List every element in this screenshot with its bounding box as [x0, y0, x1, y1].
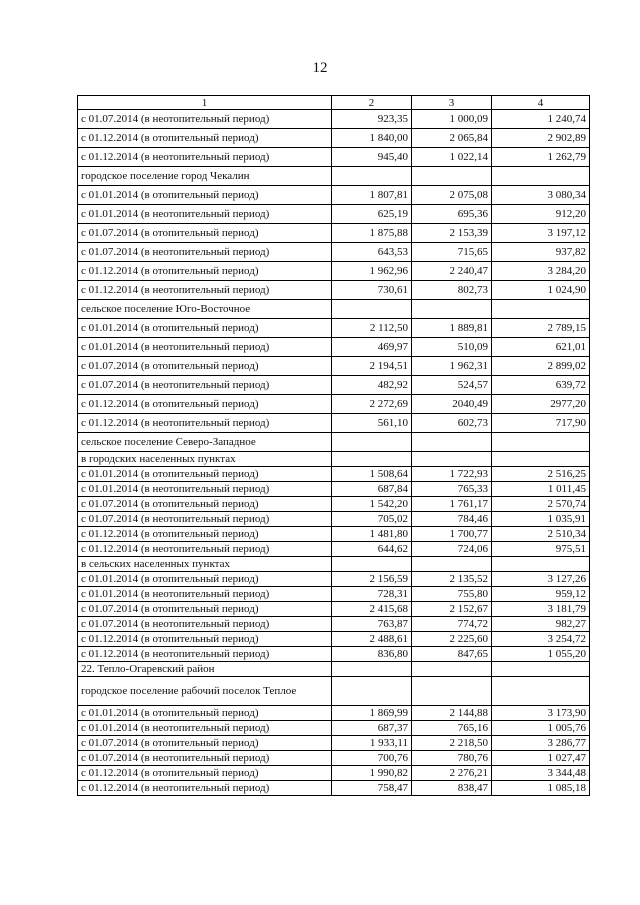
value-col-3: 2 065,84 — [412, 129, 492, 148]
table-row — [78, 205, 590, 224]
value-col-4: 1 027,47 — [492, 751, 590, 766]
row-label: с 01.12.2014 (в отопительный период) — [78, 527, 332, 542]
row-label: с 01.12.2014 (в отопительный период) — [78, 395, 332, 414]
row-label: с 01.12.2014 (в отопительный период) — [78, 262, 332, 281]
row-label: с 01.12.2014 (в неотопительный период) — [78, 647, 332, 662]
table-row — [78, 557, 590, 572]
row-label: с 01.01.2014 (в неотопительный период) — [78, 587, 332, 602]
value-col-2: 561,10 — [332, 414, 412, 433]
value-col-3: 2 152,67 — [412, 602, 492, 617]
row-label: с 01.01.2014 (в неотопительный период) — [78, 482, 332, 497]
table-row — [78, 482, 590, 497]
value-col-2: 2 194,51 — [332, 357, 412, 376]
table-row — [78, 281, 590, 300]
value-col-3: 2 075,08 — [412, 186, 492, 205]
value-col-4: 3 181,79 — [492, 602, 590, 617]
column-header-2: 2 — [332, 96, 412, 110]
table-row — [78, 781, 590, 796]
value-col-3 — [412, 433, 492, 452]
table-row — [78, 602, 590, 617]
table-row — [78, 376, 590, 395]
value-col-2 — [332, 300, 412, 319]
table-row — [78, 300, 590, 319]
value-col-3: 602,73 — [412, 414, 492, 433]
table-row — [78, 617, 590, 632]
table-row — [78, 721, 590, 736]
row-label: городское поселение город Чекалин — [78, 167, 332, 186]
table-row — [78, 129, 590, 148]
row-label: с 01.07.2014 (в отопительный период) — [78, 357, 332, 376]
value-col-4 — [492, 557, 590, 572]
value-col-3 — [412, 300, 492, 319]
row-label: с 01.01.2014 (в отопительный период) — [78, 572, 332, 587]
table-row — [78, 338, 590, 357]
tariff-table — [77, 95, 590, 796]
row-label: в городских населенных пунктах — [78, 452, 332, 467]
value-col-3: 838,47 — [412, 781, 492, 796]
value-col-3: 847,65 — [412, 647, 492, 662]
row-label: в сельских населенных пунктах — [78, 557, 332, 572]
value-col-4: 1 085,18 — [492, 781, 590, 796]
value-col-4: 912,20 — [492, 205, 590, 224]
table-row — [78, 766, 590, 781]
value-col-2: 700,76 — [332, 751, 412, 766]
value-col-2: 469,97 — [332, 338, 412, 357]
value-col-2: 836,80 — [332, 647, 412, 662]
row-label: с 01.07.2014 (в неотопительный период) — [78, 110, 332, 129]
column-header-3: 3 — [412, 96, 492, 110]
table-row — [78, 395, 590, 414]
value-col-3: 774,72 — [412, 617, 492, 632]
table-row — [78, 677, 590, 706]
value-col-4: 621,01 — [492, 338, 590, 357]
row-label: с 01.07.2014 (в отопительный период) — [78, 602, 332, 617]
value-col-2: 758,47 — [332, 781, 412, 796]
value-col-4: 1 055,20 — [492, 647, 590, 662]
row-label: с 01.12.2014 (в неотопительный период) — [78, 148, 332, 167]
table-row — [78, 167, 590, 186]
column-header-1: 1 — [78, 96, 332, 110]
value-col-3 — [412, 167, 492, 186]
value-col-3: 715,65 — [412, 243, 492, 262]
value-col-3: 1 700,77 — [412, 527, 492, 542]
value-col-3: 784,46 — [412, 512, 492, 527]
value-col-3: 1 000,09 — [412, 110, 492, 129]
value-col-2: 687,37 — [332, 721, 412, 736]
value-col-2: 2 415,68 — [332, 602, 412, 617]
value-col-4: 2 789,15 — [492, 319, 590, 338]
value-col-3: 1 761,17 — [412, 497, 492, 512]
value-col-2: 643,53 — [332, 243, 412, 262]
column-header-4: 4 — [492, 96, 590, 110]
row-label: с 01.01.2014 (в отопительный период) — [78, 706, 332, 721]
table-row — [78, 647, 590, 662]
value-col-4: 3 173,90 — [492, 706, 590, 721]
value-col-2: 2 156,59 — [332, 572, 412, 587]
row-label: с 01.12.2014 (в отопительный период) — [78, 129, 332, 148]
value-col-2: 730,61 — [332, 281, 412, 300]
value-col-2: 482,92 — [332, 376, 412, 395]
value-col-3: 724,06 — [412, 542, 492, 557]
value-col-2 — [332, 677, 412, 706]
value-col-3 — [412, 557, 492, 572]
table-row — [78, 357, 590, 376]
row-label: с 01.07.2014 (в неотопительный период) — [78, 376, 332, 395]
table-row — [78, 512, 590, 527]
row-label: с 01.12.2014 (в отопительный период) — [78, 766, 332, 781]
value-col-2: 1 542,20 — [332, 497, 412, 512]
value-col-3: 1 889,81 — [412, 319, 492, 338]
table-row — [78, 736, 590, 751]
value-col-4: 982,27 — [492, 617, 590, 632]
row-label: с 01.01.2014 (в отопительный период) — [78, 186, 332, 205]
row-label: сельское поселение Юго-Восточное — [78, 300, 332, 319]
row-label: с 01.07.2014 (в неотопительный период) — [78, 243, 332, 262]
value-col-4: 3 286,77 — [492, 736, 590, 751]
table-row — [78, 587, 590, 602]
value-col-2: 1 933,11 — [332, 736, 412, 751]
value-col-3: 695,36 — [412, 205, 492, 224]
row-label: 22. Тепло-Огаревский район — [78, 662, 332, 677]
row-label: с 01.12.2014 (в отопительный период) — [78, 632, 332, 647]
value-col-4: 2 902,89 — [492, 129, 590, 148]
value-col-4: 1 024,90 — [492, 281, 590, 300]
value-col-2: 687,84 — [332, 482, 412, 497]
table-row — [78, 224, 590, 243]
table-row — [78, 148, 590, 167]
row-label: с 01.12.2014 (в неотопительный период) — [78, 781, 332, 796]
table-row — [78, 542, 590, 557]
value-col-2: 2 488,61 — [332, 632, 412, 647]
value-col-4 — [492, 452, 590, 467]
table-row — [78, 467, 590, 482]
value-col-2: 2 272,69 — [332, 395, 412, 414]
value-col-4: 2 516,25 — [492, 467, 590, 482]
table-row — [78, 319, 590, 338]
value-col-2: 2 112,50 — [332, 319, 412, 338]
table-row — [78, 632, 590, 647]
value-col-4 — [492, 167, 590, 186]
table-row — [78, 262, 590, 281]
value-col-3: 2 218,50 — [412, 736, 492, 751]
table-row — [78, 751, 590, 766]
value-col-3: 2 225,60 — [412, 632, 492, 647]
value-col-4: 3 127,26 — [492, 572, 590, 587]
value-col-3: 765,16 — [412, 721, 492, 736]
table-row — [78, 452, 590, 467]
value-col-2: 644,62 — [332, 542, 412, 557]
value-col-2 — [332, 167, 412, 186]
value-col-2 — [332, 557, 412, 572]
value-col-3: 510,09 — [412, 338, 492, 357]
value-col-2: 1 875,88 — [332, 224, 412, 243]
value-col-3: 780,76 — [412, 751, 492, 766]
value-col-2: 763,87 — [332, 617, 412, 632]
row-label: с 01.12.2014 (в неотопительный период) — [78, 542, 332, 557]
value-col-4: 639,72 — [492, 376, 590, 395]
value-col-2: 1 990,82 — [332, 766, 412, 781]
row-label: городское поселение рабочий поселок Теплое — [78, 677, 332, 706]
row-label: с 01.01.2014 (в неотопительный период) — [78, 338, 332, 357]
value-col-3: 2 153,39 — [412, 224, 492, 243]
value-col-2 — [332, 433, 412, 452]
table-row — [78, 243, 590, 262]
row-label: с 01.07.2014 (в отопительный период) — [78, 736, 332, 751]
value-col-4: 3 080,34 — [492, 186, 590, 205]
value-col-2: 1 807,81 — [332, 186, 412, 205]
value-col-4: 1 005,76 — [492, 721, 590, 736]
value-col-4: 975,51 — [492, 542, 590, 557]
row-label: сельское поселение Северо-Западное — [78, 433, 332, 452]
value-col-2: 1 869,99 — [332, 706, 412, 721]
value-col-4 — [492, 677, 590, 706]
value-col-2: 705,02 — [332, 512, 412, 527]
value-col-4: 1 262,79 — [492, 148, 590, 167]
value-col-4: 2 510,34 — [492, 527, 590, 542]
row-label: с 01.01.2014 (в неотопительный период) — [78, 205, 332, 224]
value-col-2: 1 962,96 — [332, 262, 412, 281]
page-number: 12 — [312, 60, 328, 76]
row-label: с 01.01.2014 (в неотопительный период) — [78, 721, 332, 736]
value-col-3: 2 135,52 — [412, 572, 492, 587]
value-col-4: 1 035,91 — [492, 512, 590, 527]
value-col-2: 923,35 — [332, 110, 412, 129]
row-label: с 01.01.2014 (в отопительный период) — [78, 467, 332, 482]
value-col-3: 1 962,31 — [412, 357, 492, 376]
value-col-3: 2040,49 — [412, 395, 492, 414]
value-col-2: 1 508,64 — [332, 467, 412, 482]
value-col-4: 959,12 — [492, 587, 590, 602]
table-row — [78, 527, 590, 542]
value-col-4: 3 197,12 — [492, 224, 590, 243]
value-col-3: 2 276,21 — [412, 766, 492, 781]
value-col-2: 1 481,80 — [332, 527, 412, 542]
table-row — [78, 662, 590, 677]
table-row — [78, 706, 590, 721]
table-row — [78, 414, 590, 433]
value-col-4: 717,90 — [492, 414, 590, 433]
row-label: с 01.12.2014 (в неотопительный период) — [78, 281, 332, 300]
table-row — [78, 433, 590, 452]
value-col-4: 1 240,74 — [492, 110, 590, 129]
value-col-2: 625,19 — [332, 205, 412, 224]
table-header-row — [78, 96, 590, 110]
value-col-3: 755,80 — [412, 587, 492, 602]
value-col-3: 2 144,88 — [412, 706, 492, 721]
value-col-4: 937,82 — [492, 243, 590, 262]
table-row — [78, 497, 590, 512]
row-label: с 01.12.2014 (в неотопительный период) — [78, 414, 332, 433]
value-col-4: 1 011,45 — [492, 482, 590, 497]
value-col-3 — [412, 677, 492, 706]
value-col-2 — [332, 662, 412, 677]
value-col-3: 802,73 — [412, 281, 492, 300]
value-col-3 — [412, 452, 492, 467]
value-col-2: 728,31 — [332, 587, 412, 602]
row-label: с 01.07.2014 (в отопительный период) — [78, 224, 332, 243]
value-col-4: 2 570,74 — [492, 497, 590, 512]
value-col-4 — [492, 433, 590, 452]
row-label: с 01.07.2014 (в неотопительный период) — [78, 751, 332, 766]
row-label: с 01.07.2014 (в неотопительный период) — [78, 512, 332, 527]
value-col-3: 2 240,47 — [412, 262, 492, 281]
value-col-3 — [412, 662, 492, 677]
value-col-4: 2 899,02 — [492, 357, 590, 376]
table-row — [78, 186, 590, 205]
value-col-4 — [492, 300, 590, 319]
row-label: с 01.07.2014 (в отопительный период) — [78, 497, 332, 512]
value-col-2: 945,40 — [332, 148, 412, 167]
value-col-4: 3 344,48 — [492, 766, 590, 781]
value-col-3: 1 022,14 — [412, 148, 492, 167]
row-label: с 01.01.2014 (в отопительный период) — [78, 319, 332, 338]
value-col-4: 3 254,72 — [492, 632, 590, 647]
value-col-3: 524,57 — [412, 376, 492, 395]
value-col-3: 1 722,93 — [412, 467, 492, 482]
table-row — [78, 110, 590, 129]
value-col-4: 3 284,20 — [492, 262, 590, 281]
value-col-3: 765,33 — [412, 482, 492, 497]
value-col-4 — [492, 662, 590, 677]
value-col-4: 2977,20 — [492, 395, 590, 414]
value-col-2: 1 840,00 — [332, 129, 412, 148]
table-row — [78, 572, 590, 587]
row-label: с 01.07.2014 (в неотопительный период) — [78, 617, 332, 632]
value-col-2 — [332, 452, 412, 467]
